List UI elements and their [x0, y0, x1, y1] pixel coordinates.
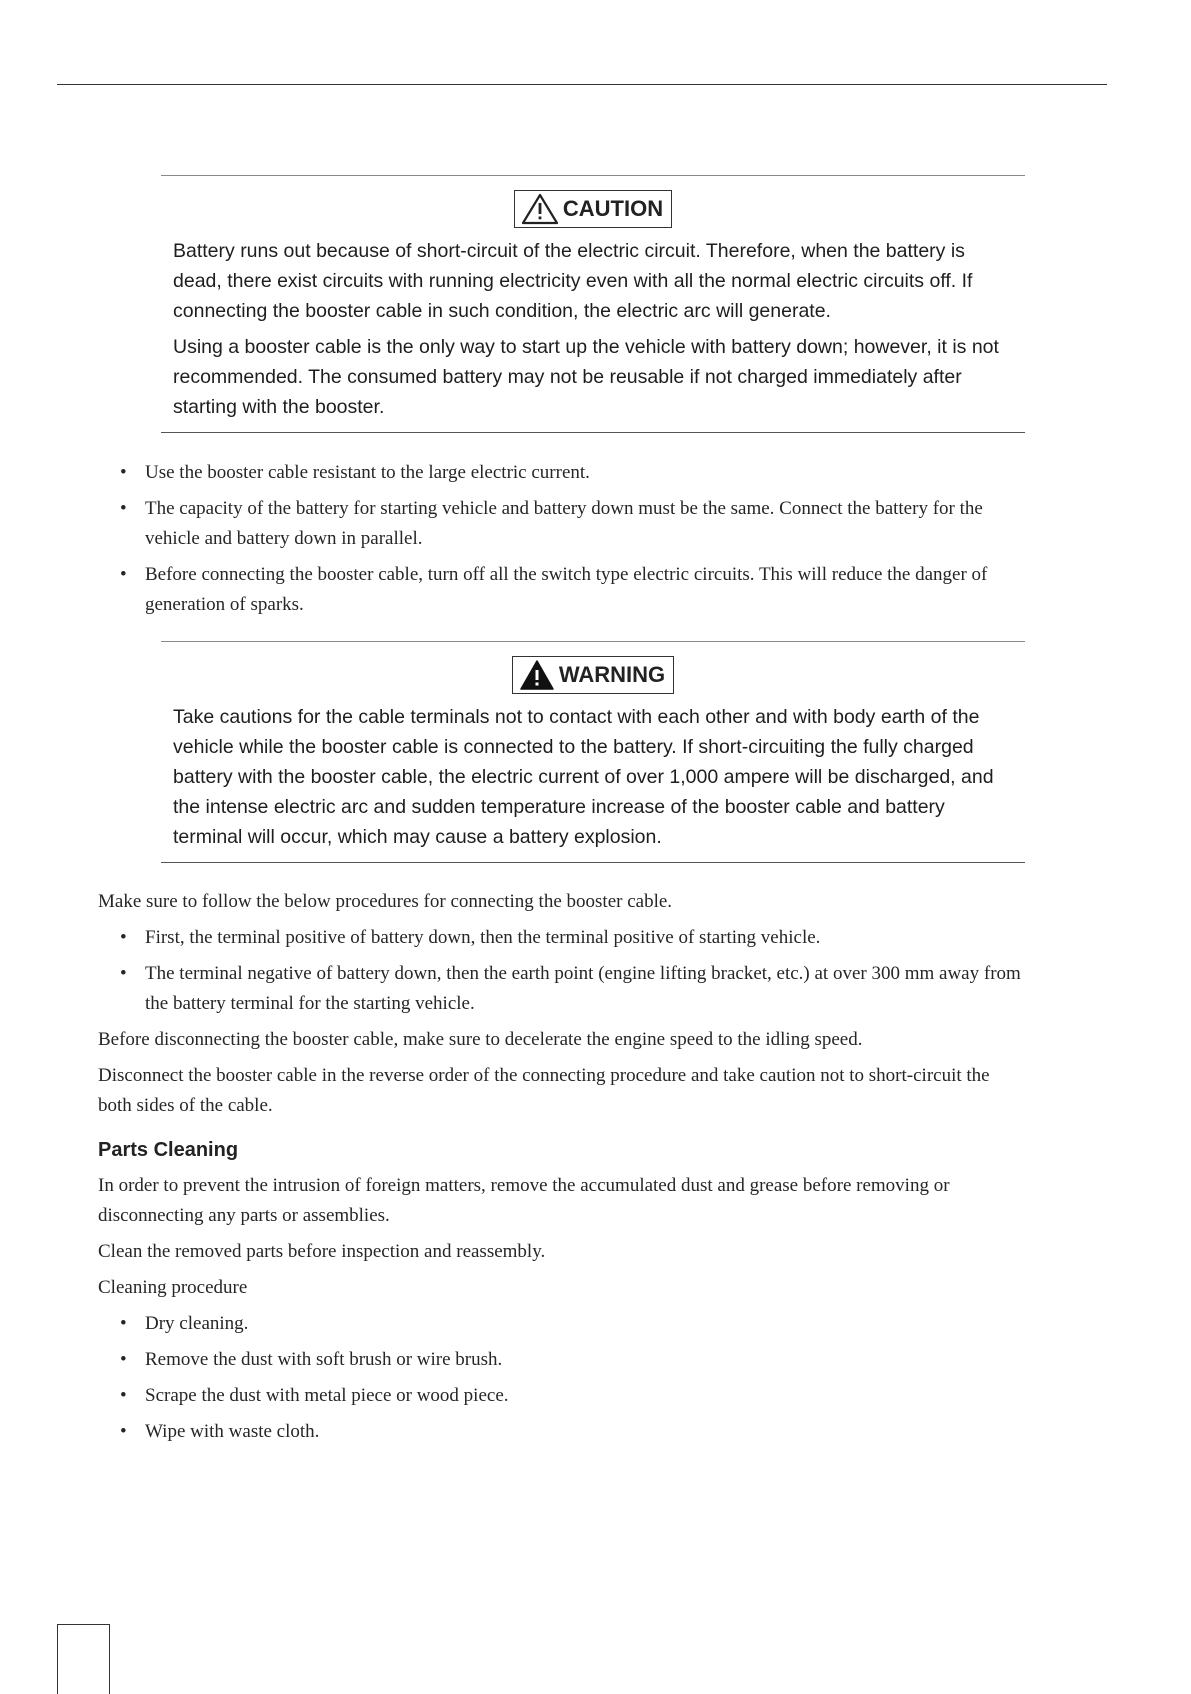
warning-header [161, 656, 1025, 696]
paragraph: Clean the removed parts before inspection and reassembly. [98, 1241, 546, 1262]
list-item-text: The terminal negative of battery down, then the earth point (engine lifting bracket, etc.) at over 300 mm away from the battery terminal for the starting vehicle. [145, 963, 1021, 1014]
bullet-icon: • [120, 963, 127, 984]
caution-bottom-rule [161, 432, 1025, 433]
list-item [98, 494, 1028, 554]
parts-cleaning-body [98, 1171, 1028, 1447]
warning-label-box [512, 656, 674, 694]
warning-triangle-icon [519, 659, 555, 691]
caution-triangle-icon [521, 193, 559, 225]
warning-top-rule [161, 641, 1025, 642]
section-heading: Parts Cleaning [98, 1139, 239, 1161]
list-item-text: Dry cleaning. [145, 1313, 249, 1334]
procedures-intro: Make sure to follow the below procedures for connecting the booster cable. [98, 891, 673, 912]
caution-label-box [514, 190, 672, 228]
warning-bottom-rule [161, 862, 1025, 863]
reverse-order-note: Disconnect the booster cable in the reverse order of the connecting procedure and take caution not to short-circuit the both sides of the cable. [98, 1065, 990, 1116]
caution-paragraph: Using a booster cable is the only way to start up the vehicle with battery down; however, it is not recommended. The consumed battery may not be reusable if not charged immediately after starting with the booster. [173, 336, 999, 418]
warning-label: WARNING [558, 662, 666, 687]
bullet-icon: • [120, 1421, 127, 1442]
list-item-text: Before connecting the booster cable, turn off all the switch type electric circuits. This will reduce the danger of generation of sparks. [145, 564, 988, 615]
bullet-icon: • [120, 462, 127, 483]
caution-paragraph: Battery runs out because of short-circuit of the electric circuit. Therefore, when the battery is dead, there exist circuits with running electricity even with all the normal electric circuits off. If connecting the booster cable in such condition, the electric arc will generate. [173, 240, 973, 322]
list-item [98, 1417, 1028, 1447]
cable-requirements [98, 458, 1028, 620]
warning-body [161, 702, 1025, 852]
list-item-text: Use the booster cable resistant to the large electric current. [145, 462, 590, 483]
paragraph: In order to prevent the intrusion of foreign matters, remove the accumulated dust and grease before removing or disconnecting any parts or assemblies. [98, 1175, 950, 1226]
header-rule [57, 84, 1107, 85]
list-item [98, 1345, 1028, 1375]
bullet-icon: • [120, 927, 127, 948]
caution-body [161, 236, 1025, 422]
caution-label: CAUTION [562, 196, 664, 221]
bullet-icon: • [120, 564, 127, 585]
list-item [98, 1381, 1028, 1411]
list-item-text: The capacity of the battery for starting vehicle and battery down must be the same. Connect the battery for the vehicle and battery down in parallel. [145, 498, 983, 549]
bullet-icon: • [120, 1349, 127, 1370]
paragraph: Cleaning procedure [98, 1277, 248, 1298]
bullet-icon: • [120, 498, 127, 519]
caution-header [161, 190, 1025, 230]
warning-notice [161, 641, 1025, 863]
list-item-text: First, the terminal positive of battery down, then the terminal positive of starting vehicle. [145, 927, 821, 948]
list-item-text: Scrape the dust with metal piece or wood piece. [145, 1385, 509, 1406]
list-item [98, 560, 1028, 620]
list-item [98, 959, 1028, 1019]
caution-notice [161, 175, 1025, 433]
list-item [98, 1309, 1028, 1339]
caution-top-rule [161, 175, 1025, 176]
list-item-text: Wipe with waste cloth. [145, 1421, 320, 1442]
connection-procedures [98, 887, 1028, 1121]
bullet-icon: • [120, 1313, 127, 1334]
bullet-icon: • [120, 1385, 127, 1406]
list-item [98, 923, 1028, 953]
list-item [98, 458, 1028, 488]
list-item-text: Remove the dust with soft brush or wire brush. [145, 1349, 503, 1370]
disconnect-note: Before disconnecting the booster cable, make sure to decelerate the engine speed to the idling speed. [98, 1029, 863, 1050]
parts-cleaning-section [98, 1135, 1028, 1447]
warning-paragraph: Take cautions for the cable terminals not to contact with each other and with body earth of the vehicle while the booster cable is connected to the battery. If short-circuiting the fully charged battery with the booster cable, the electric current of over 1,000 ampere will be discharged, and the intense electric arc and sudden temperature increase of the booster cable and battery terminal will occur, which may cause a battery explosion. [173, 706, 994, 848]
